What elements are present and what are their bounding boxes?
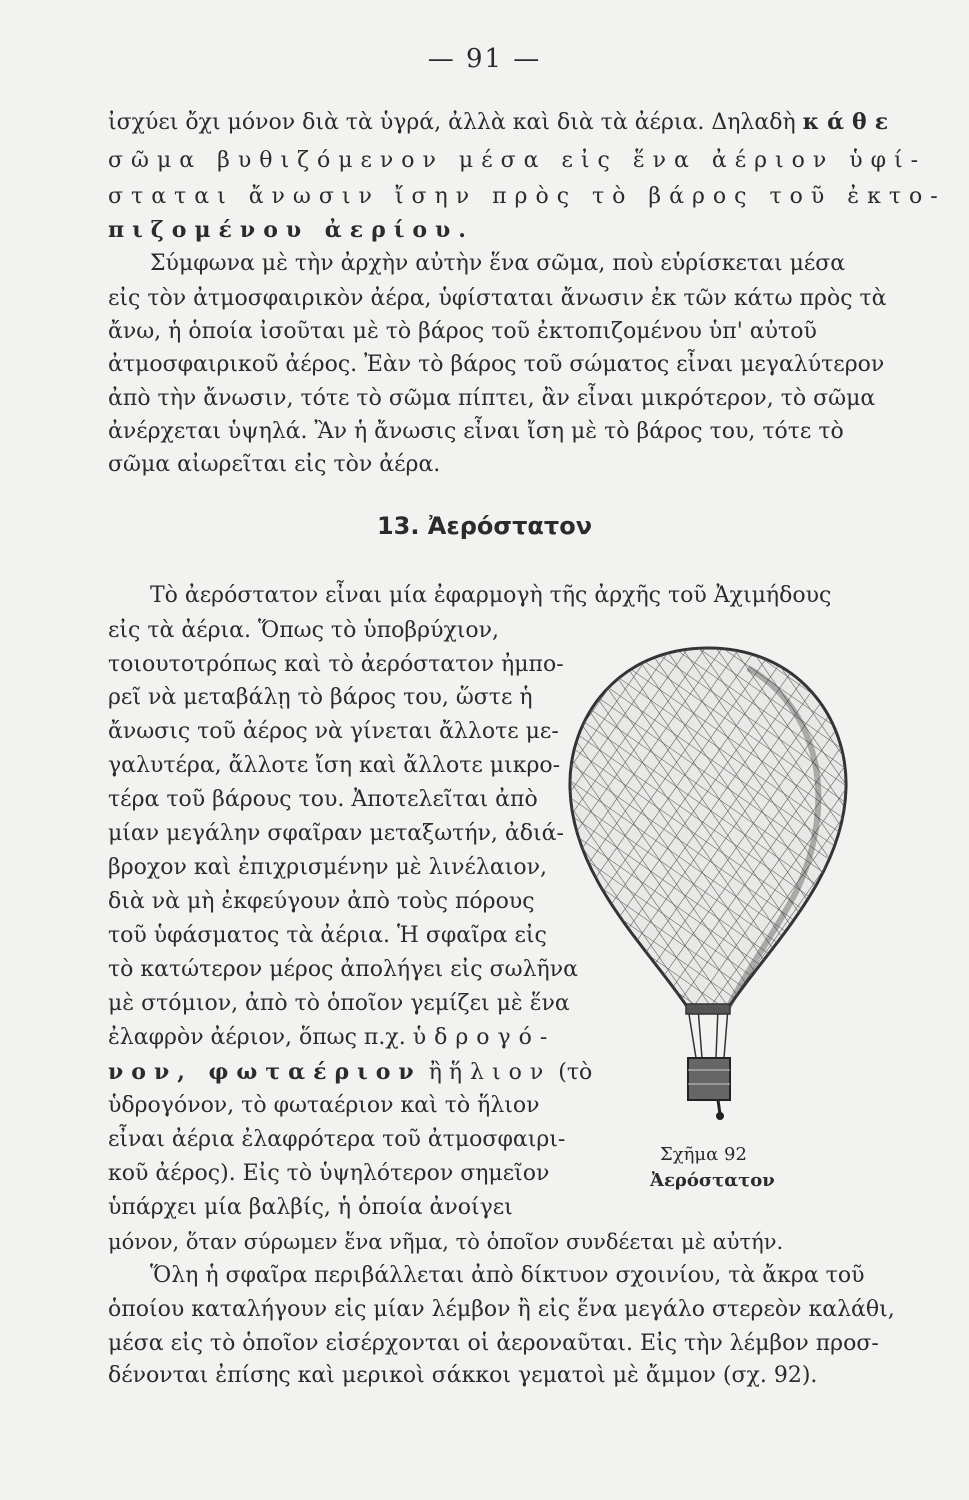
- para3-line-14: ἐλαφρὸν ἀέριον, ὅπως π.χ. ὑδρογό-: [108, 1025, 556, 1050]
- para2-line-1: Σύμφωνα μὲ τὴν ἀρχὴν αὐτὴν ἕνα σῶμα, ποὺ εὑρίσκεται μέσα: [150, 251, 846, 276]
- para3-line-15: νον, φωταέριον ἢ ἥλιον (τὸ: [108, 1059, 593, 1085]
- para4-line-4: δένονται ἐπίσης καὶ μερικοὶ σάκκοι γεματοὶ μὲ ἄμμον (σχ. 92).: [108, 1363, 818, 1388]
- para3-line-16: ὑδρογόνον, τὸ φωταέριον καὶ τὸ ἥλιον: [108, 1093, 540, 1118]
- para3-line-9: βροχον καὶ ἐπιχρισμένην μὲ λινέλαιον,: [108, 855, 547, 880]
- para4-line-3: μέσα εἰς τὸ ὁποῖον εἰσέρχονται οἱ ἀεροναῦται. Εἰς τὴν λέμβον προσ-: [108, 1331, 879, 1356]
- para3-line-3: τοιουτοτρόπως καὶ τὸ ἀερόστατον ἠμπο-: [108, 652, 564, 677]
- section-heading: 13. Ἀερόστατον: [376, 512, 593, 540]
- para4-line-2: ὁποίου καταλήγουν εἰς μίαν λέμβον ἢ εἰς ἕνα μεγάλο στερεὸν καλάθι,: [108, 1297, 895, 1322]
- para2-line-6: ἀνέρχεται ὑψηλά. Ἂν ἡ ἄνωσις εἶναι ἴση μὲ τὸ βάρος του, τότε τὸ: [108, 419, 844, 444]
- para1-line-4: πιζομένου ἀερίου.: [108, 217, 474, 243]
- para2-line-2: εἰς τὸν ἀτμοσφαιρικὸν ἀέρα, ὑφίσταται ἄνωσιν ἐκ τῶν κάτω πρὸς τὰ: [108, 286, 887, 311]
- para3-line-17: εἶναι ἀέρια ἐλαφρότερα τοῦ ἀτμοσφαιρι-: [108, 1127, 566, 1152]
- para4-line-1: Ὅλη ἡ σφαῖρα περιβάλλεται ἀπὸ δίκτυον σχοινίου, τὰ ἄκρα τοῦ: [150, 1263, 865, 1288]
- para2-line-3: ἄνω, ἡ ὁποία ἰσοῦται μὲ τὸ βάρος τοῦ ἐκτοπιζομένου ὑπ' αὐτοῦ: [108, 319, 817, 344]
- para3-line-18: κοῦ ἀέρος). Εἰς τὸ ὑψηλότερον σημεῖον: [108, 1161, 550, 1186]
- para3-line-5: ἄνωσις τοῦ ἀέρος νὰ γίνεται ἄλλοτε με-: [108, 719, 559, 744]
- para3-line-20: μόνον, ὅταν σύρωμεν ἕνα νῆμα, τὸ ὁποῖον συνδέεται μὲ αὐτήν.: [108, 1230, 784, 1254]
- para3-line-4: ρεῖ νὰ μεταβάλῃ τὸ βάρος του, ὥστε ἡ: [108, 685, 533, 710]
- para1-line-1: ἰσχύει ὄχι μόνον διὰ τὰ ὑγρά, ἀλλὰ καὶ διὰ τὰ ἀέρια. Δηλαδὴ κάθε: [108, 109, 897, 135]
- para3-line-8: μίαν μεγάλην σφαῖραν μεταξωτήν, ἀδιά-: [108, 821, 564, 846]
- para1-line-2: σῶμα βυθιζόμενον μέσα εἰς ἕνα ἀέριον ὑφί-: [108, 148, 927, 173]
- para2-line-5: ἀπὸ τὴν ἄνωσιν, τότε τὸ σῶμα πίπτει, ἂν εἶναι μικρότερον, τὸ σῶμα: [108, 386, 876, 411]
- para3-line-10: διὰ νὰ μὴ ἐκφεύγουν ἀπὸ τοὺς πόρους: [108, 889, 535, 914]
- balloon-illustration: [548, 628, 868, 1128]
- figure-caption-title: Ἀερόστατον: [650, 1170, 775, 1191]
- balloon-basket: [688, 1058, 730, 1120]
- para3-line-19: ὑπάρχει μία βαλβίς, ἡ ὁποία ἀνοίγει: [108, 1195, 513, 1220]
- para2-line-7: σῶμα αἰωρεῖται εἰς τὸν ἀέρα.: [108, 452, 441, 477]
- para3-line-12: τὸ κατώτερον μέρος ἀπολήγει εἰς σωλῆνα: [108, 957, 578, 982]
- para3-line-13: μὲ στόμιον, ἀπὸ τὸ ὁποῖον γεμίζει μὲ ἕνα: [108, 991, 570, 1016]
- page-number: — 91 —: [427, 44, 542, 74]
- para2-line-4: ἀτμοσφαιρικοῦ ἀέρος. Ἐὰν τὸ βάρος τοῦ σώματος εἶναι μεγαλύτερον: [108, 352, 885, 377]
- para1-line-3: σταται ἄνωσιν ἴσην πρὸς τὸ βάρος τοῦ ἐκτο-: [108, 184, 946, 209]
- figure-caption-number: Σχῆμα 92: [660, 1144, 747, 1165]
- para3-line-1: Τὸ ἀερόστατον εἶναι μία ἐφαρμογὴ τῆς ἀρχῆς τοῦ Ἀχιμήδους: [150, 583, 832, 608]
- para3-line-6: γαλυτέρα, ἄλλοτε ἴση καὶ ἄλλοτε μικρο-: [108, 753, 561, 778]
- balloon-ropes: [686, 1004, 730, 1058]
- para3-line-2: εἰς τὰ ἀέρια. Ὅπως τὸ ὑποβρύχιον,: [108, 618, 500, 643]
- para3-line-11: τοῦ ὑφάσματος τὰ ἀέρια. Ἡ σφαῖρα εἰς: [108, 923, 547, 948]
- para3-line-7: τέρα τοῦ βάρους του. Ἀποτελεῖται ἀπὸ: [108, 787, 538, 812]
- balloon-envelope: [570, 648, 846, 1008]
